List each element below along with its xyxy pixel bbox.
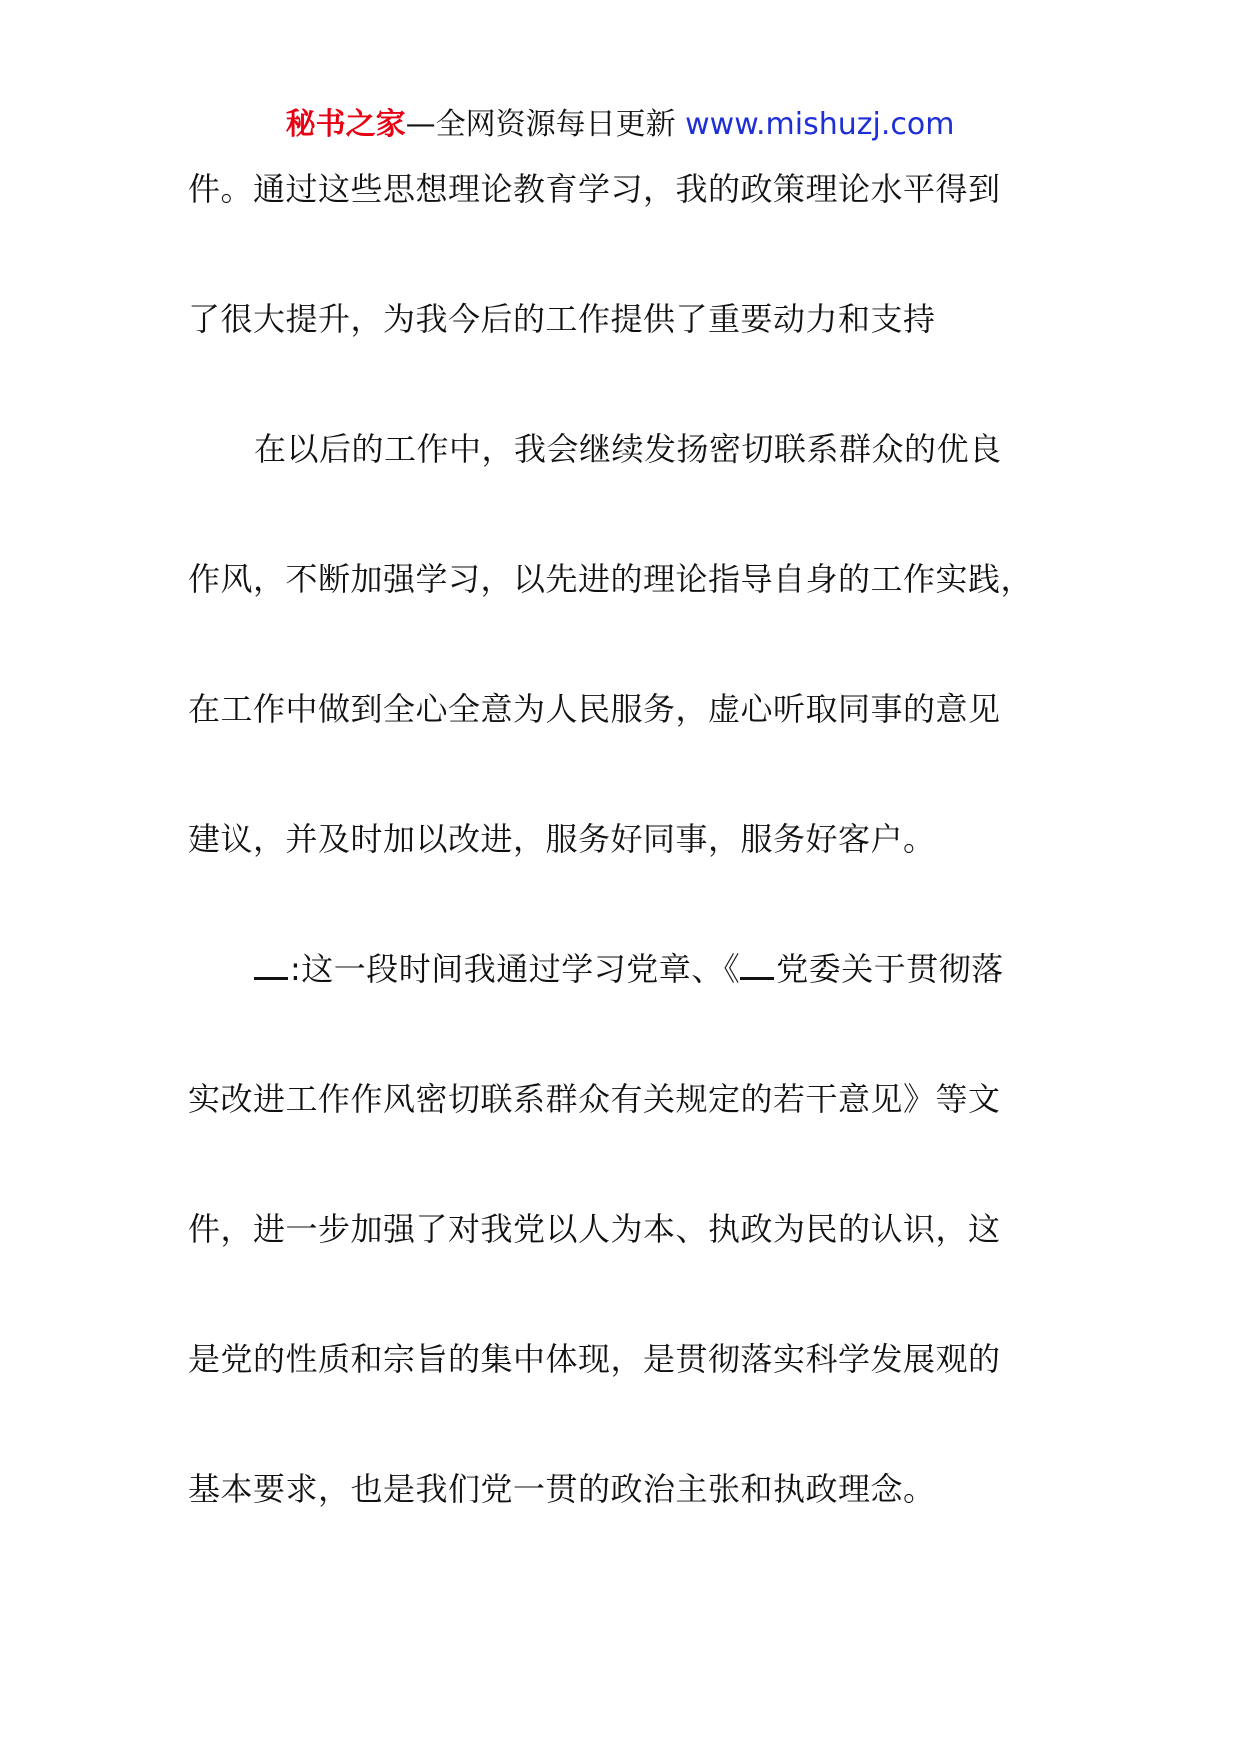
text-line: 件。通过这些思想理论教育学习，我的政策理论水平得到 [188, 170, 1001, 208]
text-segment: 党委关于贯彻落 [776, 950, 1004, 988]
text-line: 了很大提升，为我今后的工作提供了重要动力和支持 [188, 300, 936, 338]
text-line: 建议，并及时加以改进，服务好同事，服务好客户。 [188, 820, 936, 858]
text-segment: :这一段时间我通过学习党章、《 [290, 950, 741, 988]
text-line: 在工作中做到全心全意为人民服务，虚心听取同事的意见 [188, 690, 1001, 728]
header-url[interactable]: www.mishuzj.com [685, 107, 955, 142]
header-tagline: —全网资源每日更新 [405, 107, 686, 142]
blank-underline [740, 957, 774, 980]
text-line: 实改进工作作风密切联系群众有关规定的若干意见》等文 [188, 1080, 1001, 1118]
text-line: 作风，不断加强学习，以先进的理论指导自身的工作实践， [188, 560, 1034, 598]
page-header [0, 100, 1240, 150]
text-line: 基本要求，也是我们党一贯的政治主张和执政理念。 [188, 1470, 936, 1508]
header-brand: 秘书之家 [285, 107, 406, 142]
text-line: 在以后的工作中，我会继续发扬密切联系群众的优良 [254, 430, 1002, 468]
blank-underline [254, 957, 288, 980]
text-line: 是党的性质和宗旨的集中体现，是贯彻落实科学发展观的 [188, 1340, 1001, 1378]
text-line-with-blanks [188, 942, 1088, 1072]
text-line: 件，进一步加强了对我党以人为本、执政为民的认识，这 [188, 1210, 1001, 1248]
document-body [188, 162, 1088, 1592]
